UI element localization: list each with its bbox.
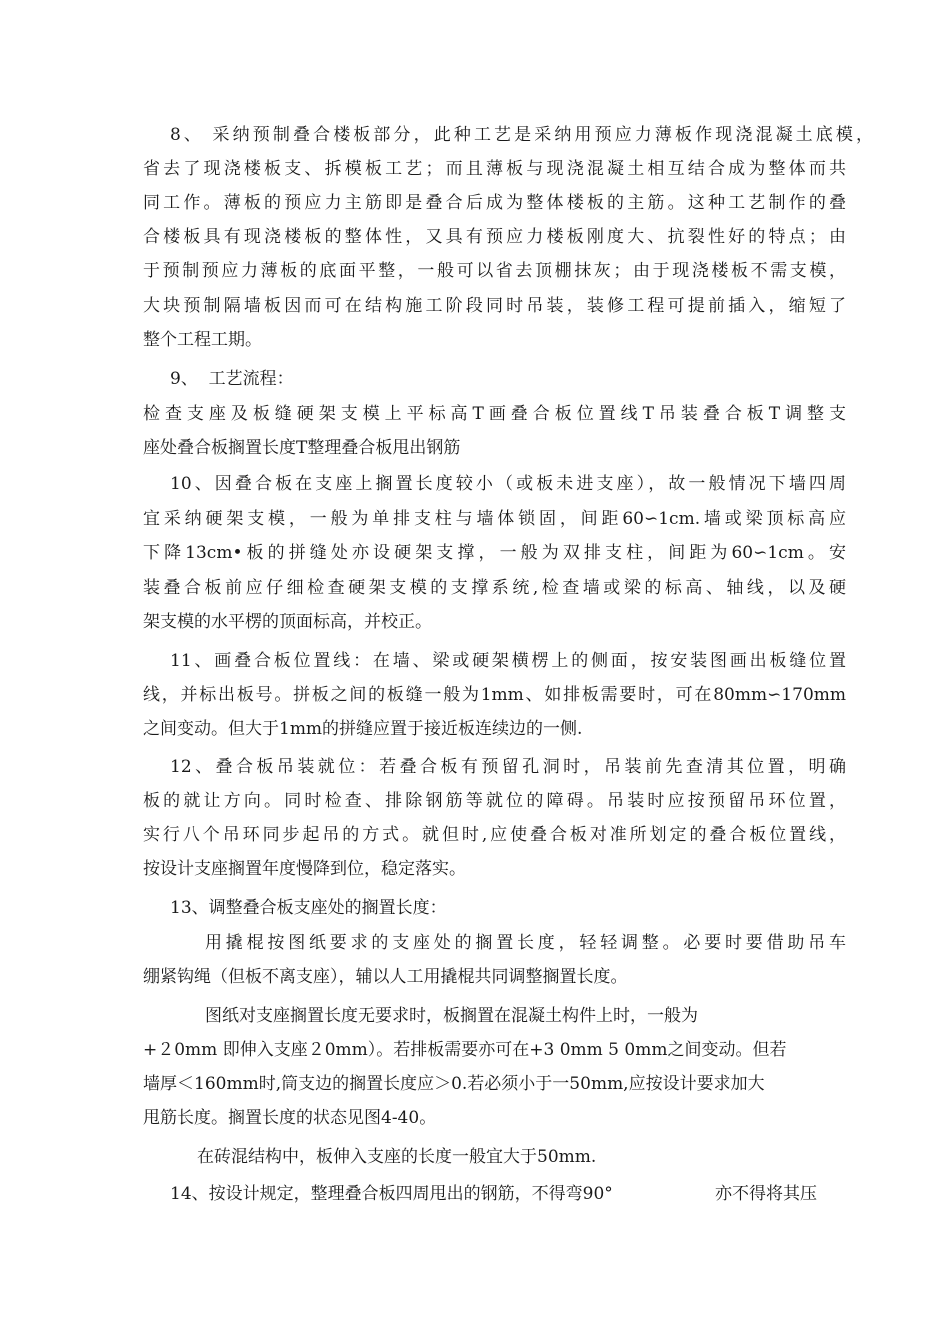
- paragraph-12-line-4: 按设计支座搁置年度慢降到位，稳定落实。: [143, 859, 466, 879]
- paragraph-14-line-1-tail: 亦不得将其压: [715, 1184, 817, 1204]
- paragraph-13b-line-4: 甩筋长度。搁置长度的状态见图4-40。: [143, 1108, 437, 1128]
- paragraph-8-line-2: 省去了现浇楼板支、拆模板工艺；而且薄板与现浇混凝土相互结合成为整体而共: [143, 159, 846, 179]
- process-flow-line-1: 检查支座及板缝硬架支模上平标高T画叠合板位置线T吊装叠合板T调整支: [143, 404, 846, 424]
- paragraph-8-line-3: 同工作。薄板的预应力主筋即是叠合后成为整体楼板的主筋。这种工艺制作的叠: [143, 193, 846, 213]
- heading-9: 9、 工艺流程：: [170, 369, 294, 389]
- paragraph-10-line-5: 架支模的水平楞的顶面标高，并校正。: [143, 612, 432, 632]
- paragraph-13-line-1: 用撬棍按图纸要求的支座处的搁置长度，轻轻调整。必要时要借助吊车: [205, 933, 846, 953]
- paragraph-12-line-3: 实行八个吊环同步起吊的方式。就但时,应使叠合板对准所划定的叠合板位置线，: [143, 825, 846, 845]
- paragraph-10-line-3: 下降13cm•板的拼缝处亦设硬架支撑，一般为双排支柱，间距为60∽1cm。安: [143, 543, 846, 563]
- paragraph-8-line-7: 整个工程工期。: [143, 330, 262, 350]
- paragraph-13-line-2: 绷紧钩绳（但板不离支座），辅以人工用撬棍共同调整搁置长度。: [143, 967, 628, 987]
- paragraph-8-line-1: 8、 采纳预制叠合楼板部分，此种工艺是采纳用预应力薄板作现浇混凝土底模，: [170, 125, 873, 145]
- paragraph-12-line-1: 12、叠合板吊装就位：若叠合板有预留孔洞时，吊装前先查清其位置，明确: [170, 757, 846, 777]
- paragraph-8-line-4: 合楼板具有现浇楼板的整体性，又具有预应力楼板刚度大、抗裂性好的特点；由: [143, 227, 846, 247]
- paragraph-8-line-6: 大块预制隔墙板因而可在结构施工阶段同时吊装，装修工程可提前插入，缩短了: [143, 296, 846, 316]
- paragraph-13b-line-2: +２0mm 即伸入支座２0mm）。若排板需要亦可在+3 0mm 5 0mm之间变动。但若: [143, 1040, 787, 1060]
- paragraph-11-line-3: 之间变动。但大于1mm的拼缝应置于接近板连续边的一侧.: [143, 719, 583, 739]
- paragraph-8-line-5: 于预制预应力薄板的底面平整，一般可以省去顶棚抹灰；由于现浇楼板不需支模，: [143, 261, 846, 281]
- paragraph-10-line-2: 宜采纳硬架支模，一般为单排支柱与墙体锁固，间距60∽1cm.墙或梁顶标高应: [143, 509, 846, 529]
- paragraph-11-line-1: 11、画叠合板位置线：在墙、梁或硬架横楞上的侧面，按安装图画出板缝位置: [170, 651, 846, 671]
- paragraph-10-line-4: 装叠合板前应仔细检查硬架支模的支撑系统,检查墙或梁的标高、轴线，以及硬: [143, 578, 846, 598]
- paragraph-12-line-2: 板的就让方向。同时检查、排除钢筋等就位的障碍。吊装时应按预留吊环位置，: [143, 791, 846, 811]
- paragraph-13b-line-3: 墙厚＜160mm时,筒支边的搁置长度应＞0.若必须小于一50mm,应按设计要求加大: [143, 1074, 765, 1094]
- paragraph-11-line-2: 线，并标出板号。拼板之间的板缝一般为1mm、如排板需要时，可在80mm∽170mm: [143, 685, 846, 705]
- paragraph-brick-line: 在砖混结构中，板伸入支座的长度一般宜大于50mm.: [197, 1147, 597, 1167]
- paragraph-14-line-1: 14、按设计规定，整理叠合板四周甩出的钢筋，不得弯90°: [170, 1184, 613, 1204]
- paragraph-10-line-1: 10、因叠合板在支座上搁置长度较小（或板未进支座），故一般情况下墙四周: [170, 474, 846, 494]
- process-flow-line-2: 座处叠合板搁置长度T整理叠合板甩出钢筋: [143, 438, 461, 458]
- paragraph-13b-line-1: 图纸对支座搁置长度无要求时，板搁置在混凝土构件上时，一般为: [205, 1006, 698, 1026]
- heading-13: 13、调整叠合板支座处的搁置长度：: [170, 898, 447, 918]
